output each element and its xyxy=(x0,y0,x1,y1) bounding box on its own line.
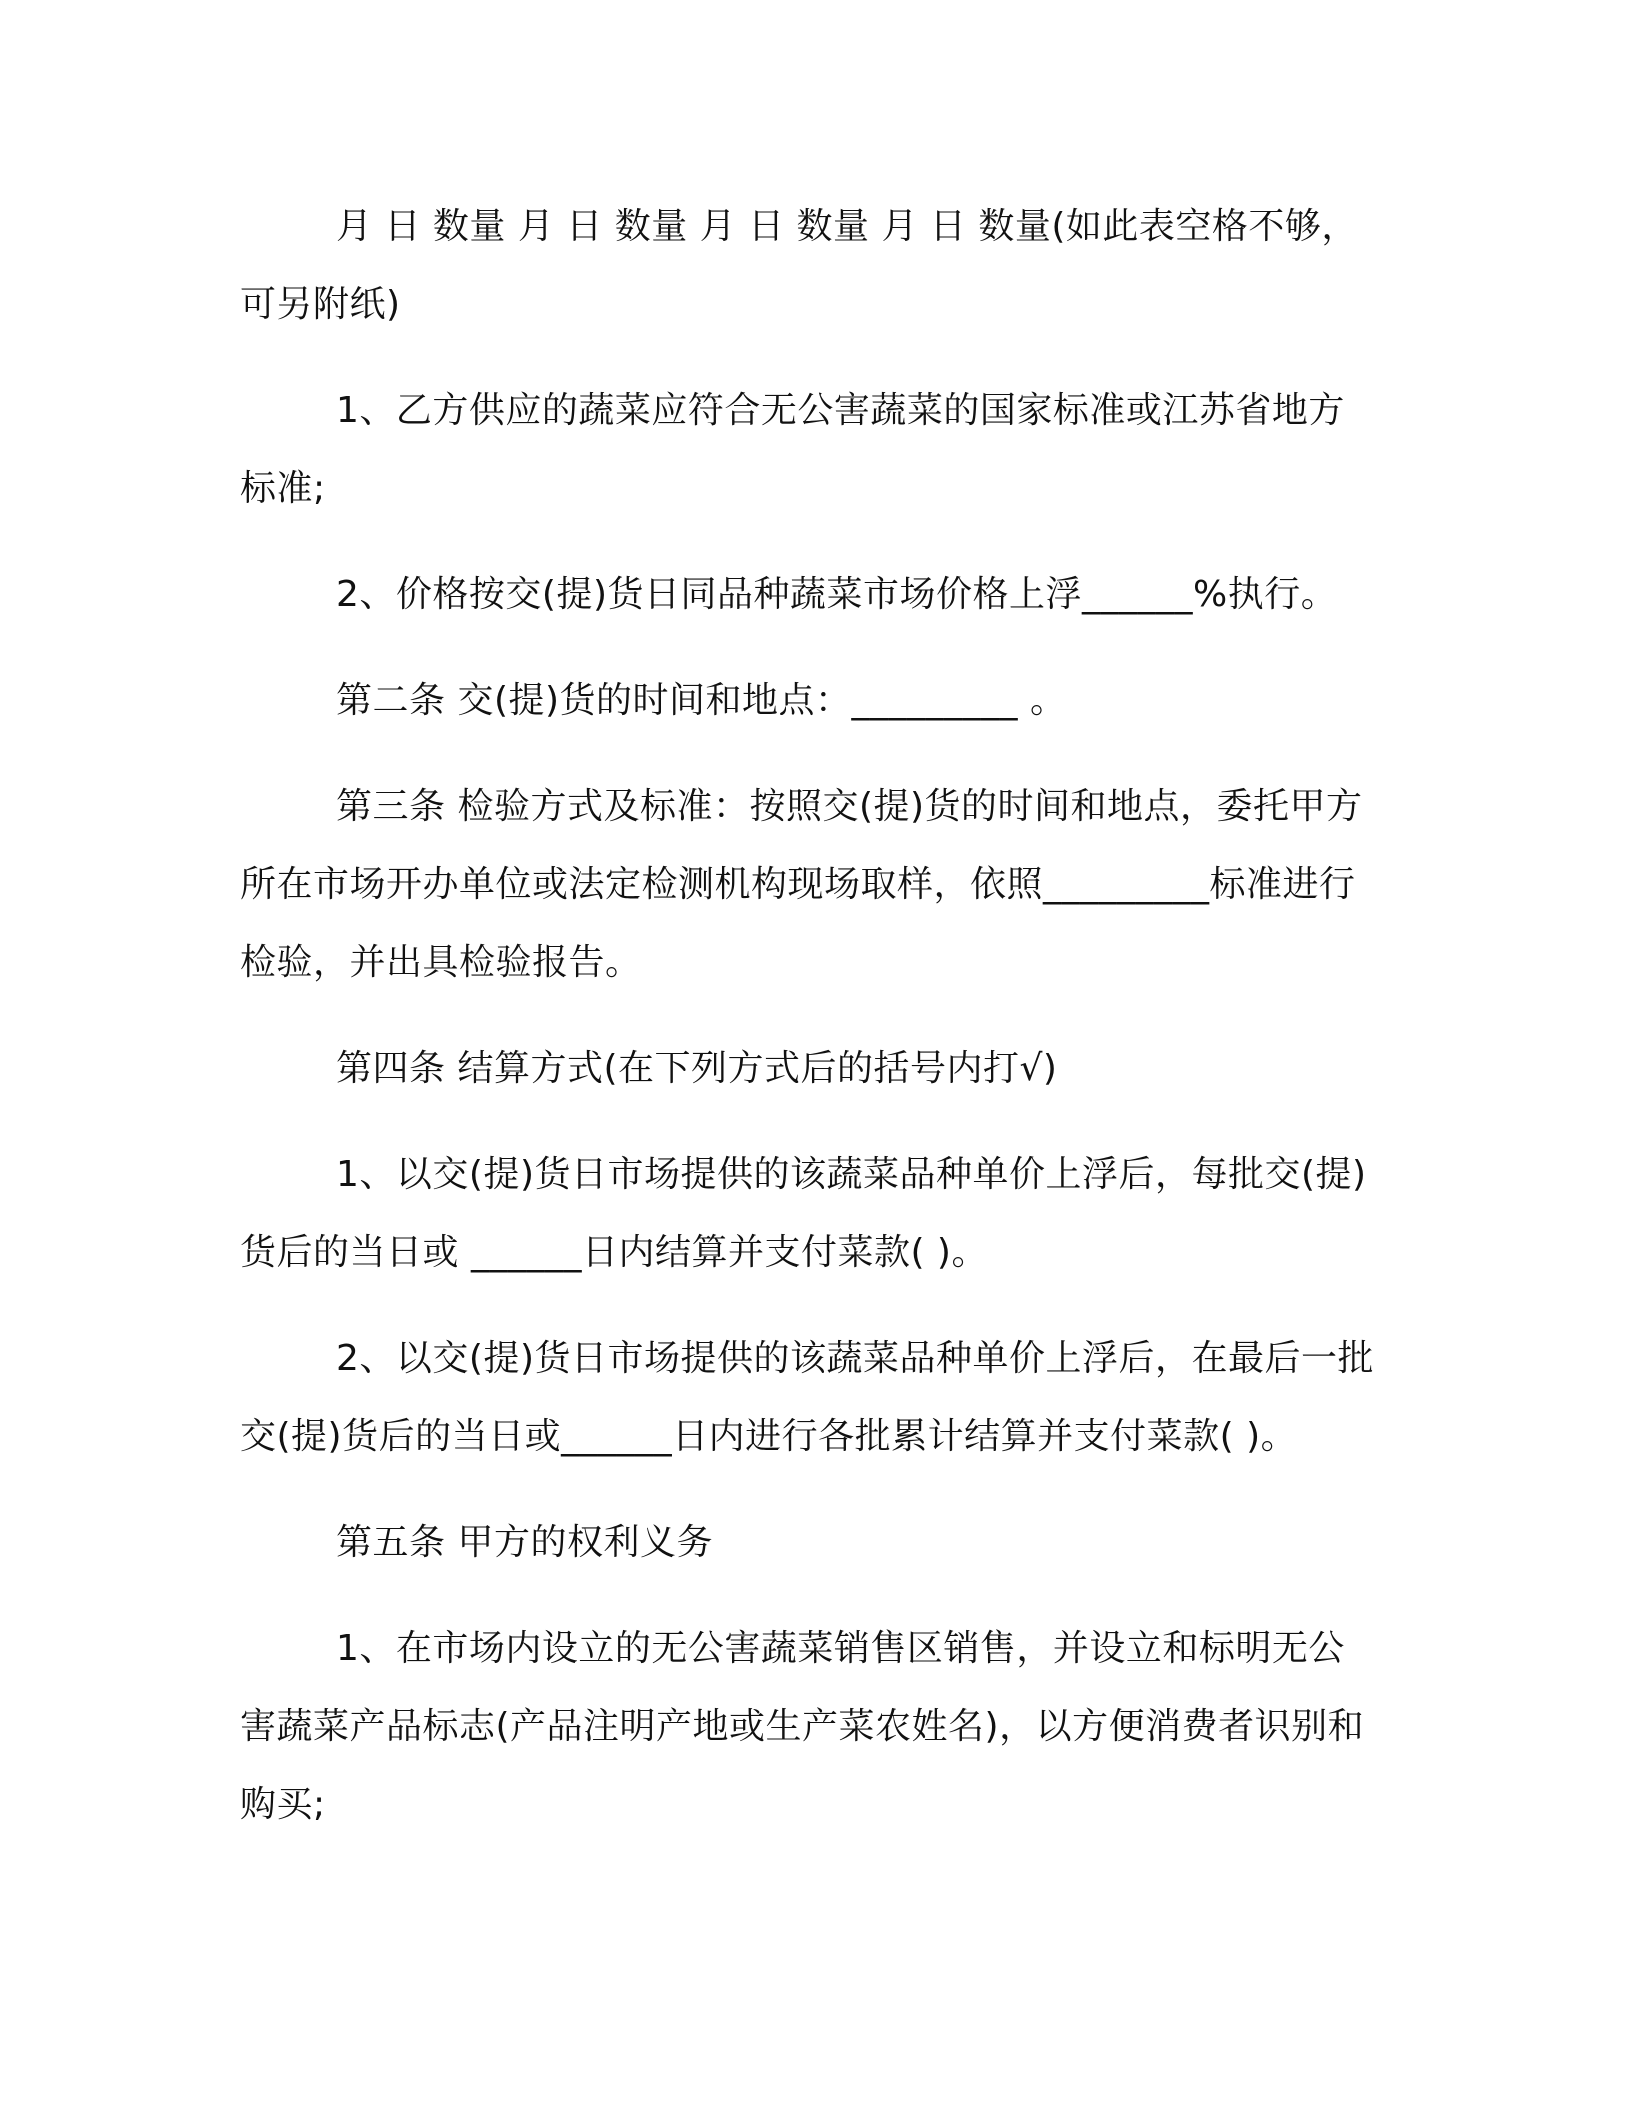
document-body xyxy=(240,188,1380,1872)
paragraph-standard-requirement: 1、乙方供应的蔬菜应符合无公害蔬菜的国家标准或江苏省地方标准; xyxy=(240,390,1345,509)
paragraph-settlement-option-two: 2、以交(提)货日市场提供的该蔬菜品种单价上浮后，在最后一批交(提)货后的当日或______日内进行各批累计结算并支付菜款( )。 xyxy=(240,1338,1374,1457)
paragraph-quantity-table-note: 月 日 数量 月 日 数量 月 日 数量 月 日 数量(如此表空格不够，可另附纸) xyxy=(240,206,1358,325)
paragraph-article-five: 第五条 甲方的权利义务 xyxy=(336,1522,713,1563)
paragraph-price-rule: 2、价格按交(提)货日同品种蔬菜市场价格上浮______%执行。 xyxy=(336,574,1338,615)
paragraph-settlement-option-one: 1、以交(提)货日市场提供的该蔬菜品种单价上浮后，每批交(提)货后的当日或 ______日内结算并支付菜款( )。 xyxy=(240,1154,1367,1273)
paragraph-party-a-duty-one: 1、在市场内设立的无公害蔬菜销售区销售，并设立和标明无公害蔬菜产品标志(产品注明产地或生产菜农姓名)，以方便消费者识别和购买; xyxy=(240,1628,1365,1825)
paragraph-article-four: 第四条 结算方式(在下列方式后的括号内打√) xyxy=(336,1048,1058,1089)
paragraph-article-two: 第二条 交(提)货的时间和地点：_________ 。 xyxy=(336,680,1067,721)
paragraph-article-three: 第三条 检验方式及标准：按照交(提)货的时间和地点，委托甲方所在市场开办单位或法定检测机构现场取样，依照_________标准进行检验，并出具检验报告。 xyxy=(240,786,1363,983)
